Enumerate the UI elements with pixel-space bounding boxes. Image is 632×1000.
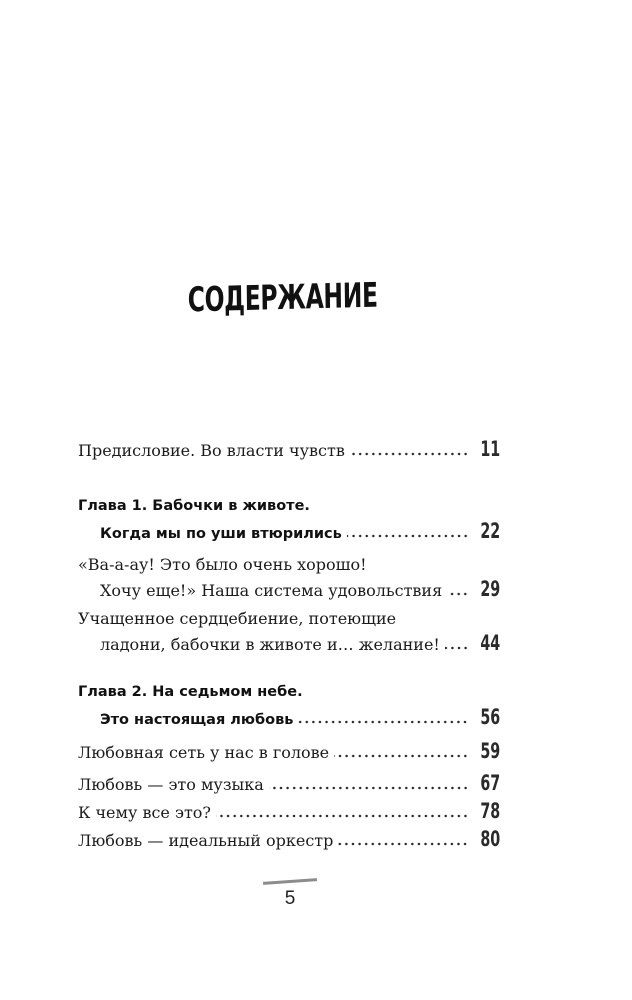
table-of-contents [78, 0, 500, 1000]
toc-page-number: 29 [480, 577, 500, 601]
toc-entry-label: Хочу еще!» Наша система удовольствия [100, 581, 443, 600]
toc-entry-label: Любовь — идеальный оркестр [78, 831, 334, 850]
leader-dots [447, 577, 469, 602]
toc-entry [78, 552, 500, 602]
toc-entry [78, 799, 500, 824]
toc-entry [78, 739, 500, 764]
chapter-subtitle: Это настоящая любовь [100, 712, 294, 728]
leader-dots [216, 799, 469, 824]
leader-dots [347, 519, 469, 544]
toc-entry-row [78, 437, 500, 462]
leader-dots [334, 739, 469, 764]
toc-chapter-entry [78, 494, 500, 544]
toc-page-number: 67 [480, 771, 500, 795]
toc-entry-label: К чему все это? [78, 803, 212, 822]
leader-dots [298, 705, 468, 730]
toc-entry-label: ладони, бабочки в животе и… желание! [100, 635, 440, 654]
toc-entry [78, 771, 500, 796]
toc-page-number: 78 [480, 799, 500, 823]
toc-chapter-entry [78, 680, 500, 730]
toc-entry [78, 437, 500, 462]
toc-entry [78, 606, 500, 656]
toc-entry-row [78, 799, 500, 824]
toc-page-number: 44 [480, 631, 500, 655]
chapter-heading: Глава 2. На седьмом небе. [78, 684, 303, 700]
chapter-heading: Глава 1. Бабочки в животе. [78, 498, 310, 514]
toc-entry-row [78, 827, 500, 852]
toc-entry-first-line: «Ва-а-ау! Это было очень хорошо! [78, 555, 367, 574]
leader-dots [269, 771, 469, 796]
toc-page-number: 11 [480, 437, 500, 461]
leader-dots [350, 437, 469, 462]
toc-entry-label: Предисловие. Во власти чувств [78, 441, 345, 460]
toc-page-number: 80 [480, 827, 500, 851]
toc-entry-label: Любовная сеть у нас в голове [78, 743, 330, 762]
leader-dots [445, 631, 469, 656]
toc-entry-row [78, 771, 500, 796]
toc-entry-row [78, 631, 500, 656]
chapter-subtitle: Когда мы по уши втюрились [100, 526, 342, 542]
toc-entry-row [78, 519, 500, 544]
toc-page-number: 59 [480, 739, 500, 763]
toc-title-text: СОДЕРЖАНИЕ [187, 275, 379, 321]
toc-entry-first-line: Учащенное сердцебиение, потеющие [78, 609, 397, 628]
toc-page-number: 56 [480, 705, 500, 729]
toc-page-number: 22 [480, 519, 500, 543]
toc-entry [78, 827, 500, 852]
toc-entry-row [78, 577, 500, 602]
toc-entry-row [78, 739, 500, 764]
toc-entry-label: Любовь — это музыка [78, 775, 264, 794]
page-number: 5 [284, 888, 296, 909]
leader-dots [338, 827, 468, 852]
toc-entry-row [78, 705, 500, 730]
